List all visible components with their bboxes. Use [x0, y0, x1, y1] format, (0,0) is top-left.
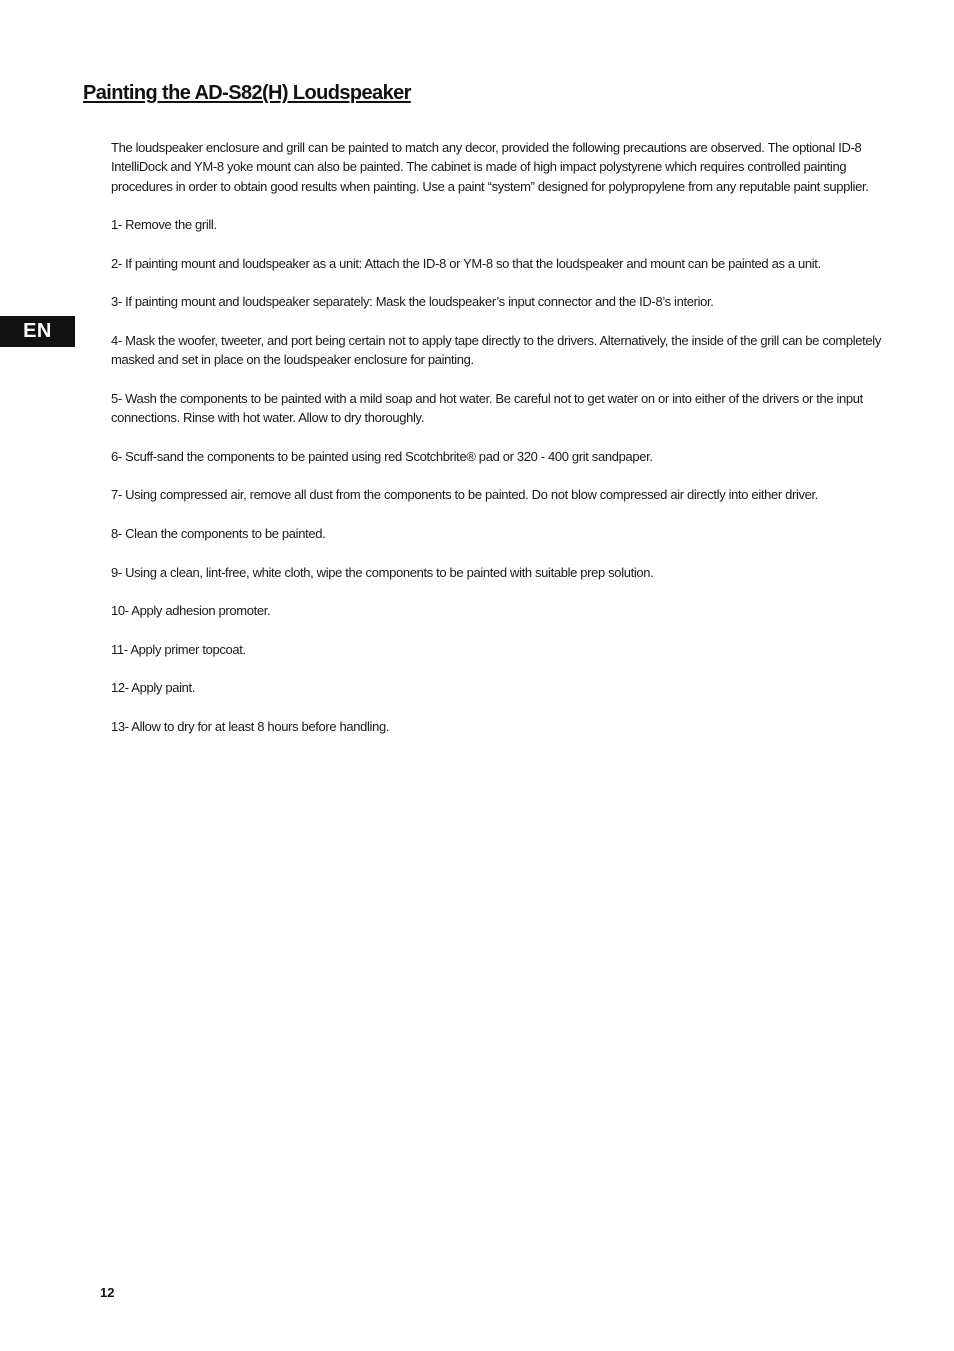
step-12: 12- Apply paint. — [111, 680, 196, 696]
language-tab: EN — [0, 316, 75, 347]
step-10: 10- Apply adhesion promoter. — [111, 603, 271, 619]
step-8: 8- Clean the components to be painted. — [111, 525, 326, 541]
intro-paragraph: The loudspeaker enclosure and grill can be painted to match any decor, provided the following precautions are observed. The optional ID-8 IntelliDock and YM-8 yoke mount can also be painted. The cabinet is made of high impact polystyrene which requires controlled painting procedures in order to obtain good results when painting. Use a paint “system” designed for polypropylene from any reputable paint supplier. — [111, 140, 869, 194]
step-5: 5- Wash the components to be painted with a mild soap and hot water. Be careful not to get water on or into either of the drivers or the input connections. Rinse with hot water. Allow to dry thoroughly. — [111, 390, 863, 426]
step-2: 2- If painting mount and loudspeaker as a unit: Attach the ID-8 or YM-8 so that the loudspeaker and mount can be painted as a unit. — [111, 255, 821, 271]
body-text — [111, 138, 881, 756]
step-11: 11- Apply primer topcoat. — [111, 641, 246, 657]
step-7: 7- Using compressed air, remove all dust from the components to be painted. Do not blow compressed air directly into either driver. — [111, 487, 819, 503]
step-6: 6- Scuff-sand the components to be painted using red Scotchbrite® pad or 320 - 400 grit sandpaper. — [111, 448, 653, 464]
step-3: 3- If painting mount and loudspeaker separately: Mask the loudspeaker’s input connector and the ID-8’s interior. — [111, 294, 714, 310]
page-title: Painting the AD-S82(H) Loudspeaker — [83, 82, 411, 104]
page-number: 12 — [100, 1285, 115, 1300]
step-1: 1- Remove the grill. — [111, 217, 217, 233]
step-9: 9- Using a clean, lint-free, white cloth, wipe the components to be painted with suitable prep solution. — [111, 564, 654, 580]
step-13: 13- Allow to dry for at least 8 hours before handling. — [111, 718, 390, 734]
step-4: 4- Mask the woofer, tweeter, and port being certain not to apply tape directly to the drivers. Alternatively, the inside of the grill can be completely masked and set in place on the loudspeaker enclosure for painting. — [111, 332, 881, 368]
